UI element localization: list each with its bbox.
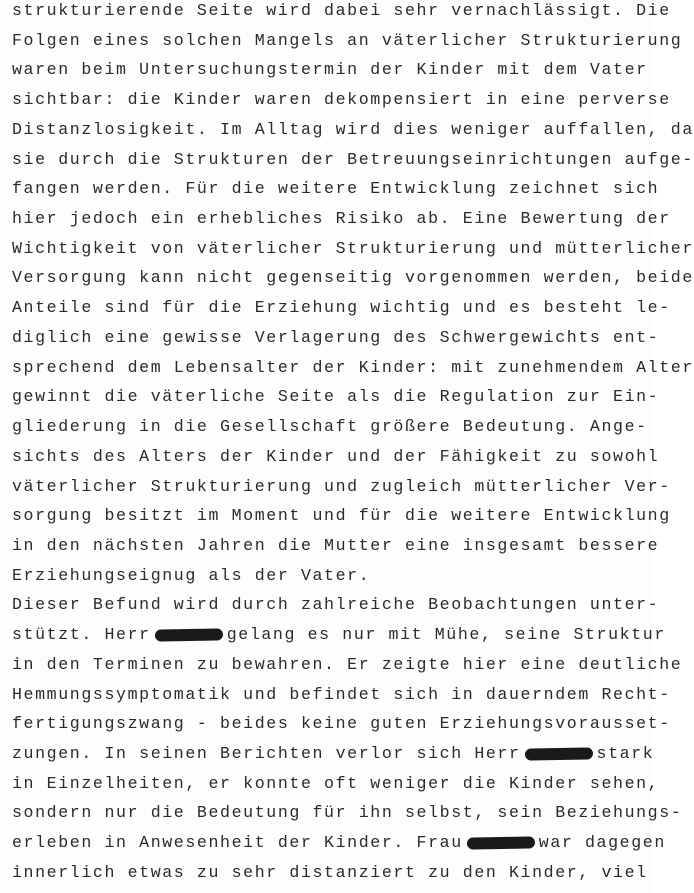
text-line-26 [12,739,655,769]
text-line-27: in Einzelheiten, er konnte oft weniger die Kinder sehen, [12,773,660,793]
text-segment: erleben in Anwesenheit der Kinder. Frau [12,833,463,853]
text-line-29 [12,828,666,858]
text-segment: zungen. In seinen Berichten verlor sich Herr [12,743,521,763]
text-line-2: Folgen eines solchen Mangels an väterlicher Strukturierung [12,30,683,50]
text-segment: war dagegen [538,833,666,853]
text-line-23: in den Terminen zu bewahren. Er zeigte hier eine deutliche [12,654,683,674]
text-line-21: Dieser Befund wird durch zahlreiche Beobachtungen unter- [12,595,660,615]
text-line-10: Versorgung kann nicht gegenseitig vorgenommen werden, beide [12,268,694,288]
text-line-22 [12,620,666,650]
text-line-14: gewinnt die väterliche Seite als die Regulation zur Ein- [12,387,660,407]
text-line-19: in den nächsten Jahren die Mutter eine insgesamt bessere [12,535,660,555]
text-segment: stark [596,743,655,763]
text-line-16: sichts des Alters der Kinder und der Fähigkeit zu sowohl [12,446,660,466]
text-line-30: innerlich etwas zu sehr distanziert zu den Kinder, viel [12,862,648,882]
text-line-4: sichtbar: die Kinder waren dekompensiert in eine perverse [12,90,671,110]
text-line-18: sorgung besitzt im Moment und für die weitere Entwicklung [12,506,671,526]
text-line-8: hier jedoch ein erhebliches Risiko ab. Eine Bewertung der [12,209,671,229]
redaction-mark [524,747,592,760]
text-line-9: Wichtigkeit von väterlicher Strukturierung und mütterlicher [12,238,694,258]
text-line-25: fertigungszwang - beides keine guten Erziehungsvorausset- [12,714,671,734]
text-line-6: sie durch die Strukturen der Betreuungseinrichtungen aufge- [12,149,694,169]
text-line-28: sondern nur die Bedeutung für ihn selbst, sein Beziehungs- [12,803,683,823]
text-line-3: waren beim Untersuchungstermin der Kinder mit dem Vater [12,60,648,80]
redaction-mark [155,628,223,641]
redaction-mark [467,836,535,849]
text-segment: gelang es nur mit Mühe, seine Struktur [226,625,666,645]
text-line-20: Erziehungseignug als der Vater. [12,565,371,585]
text-line-13: sprechend dem Lebensalter der Kinder: mit zunehmendem Alter [12,357,694,377]
text-line-24: Hemmungssymptomatik und befindet sich in dauerndem Recht- [12,684,671,704]
text-segment: stützt. Herr [12,625,151,645]
text-line-17: väterlicher Strukturierung und zugleich mütterlicher Ver- [12,476,671,496]
text-line-11: Anteile sind für die Erziehung wichtig und es besteht le- [12,298,671,318]
document-body-text [12,0,694,888]
text-line-5: Distanzlosigkeit. Im Alltag wird dies weniger auffallen, da [12,119,694,139]
text-line-7: fangen werden. Für die weitere Entwicklung zeichnet sich [12,179,660,199]
text-line-15: gliederung in die Gesellschaft größere Bedeutung. Ange- [12,417,648,437]
text-line-1: strukturierende Seite wird dabei sehr vernachlässigt. Die [12,1,671,20]
text-line-12: diglich eine gewisse Verlagerung des Schwergewichts ent- [12,327,660,347]
